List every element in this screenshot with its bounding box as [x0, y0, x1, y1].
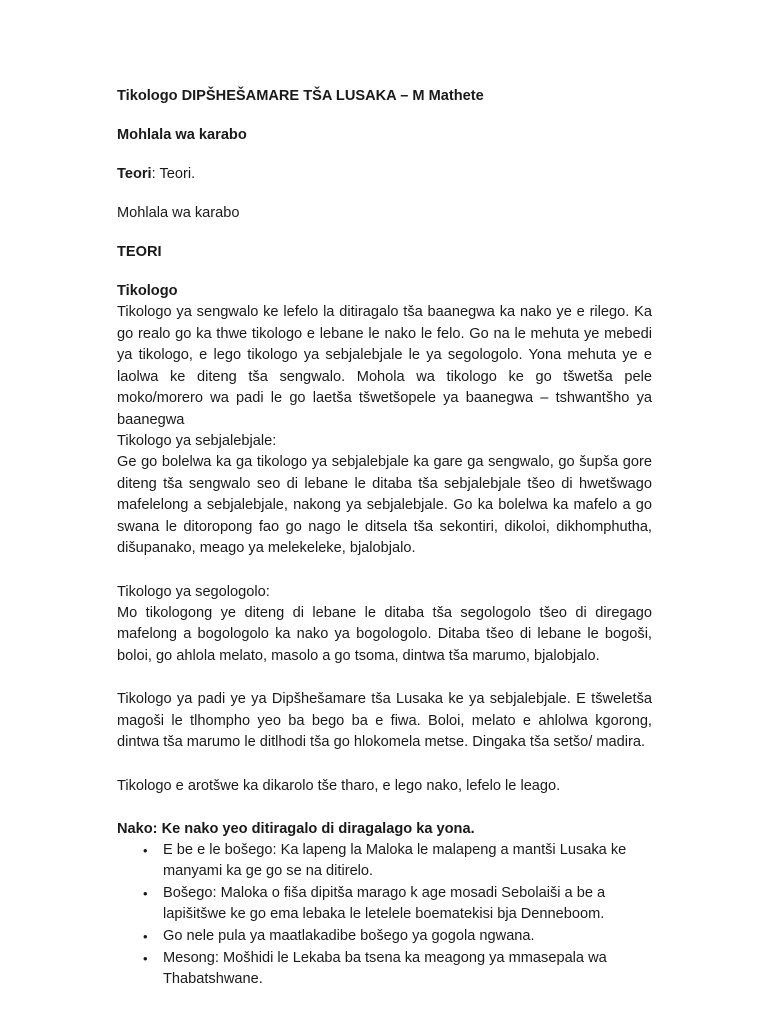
teori-line [117, 164, 652, 185]
nako-bullet-list [117, 840, 652, 990]
nako-heading: Nako: Ke nako yeo ditiragalo di diragalago ka yona. [117, 820, 475, 837]
document-title: Tikologo DIPŠHEŠAMARE TŠA LUSAKA – M Mathete [117, 88, 484, 104]
bullet-icon: • [143, 950, 148, 966]
document-subtitle: Mohlala wa karabo [117, 127, 247, 143]
list-item-text: Bošego: Maloka o fiša dipitša marago k age mosadi Sebolaiši a be a lapišitšwe ke go ema lebaka le letelele boematekisi bja Denneboom. [163, 884, 606, 922]
list-item-text: Mesong: Mošhidi le Lekaba ba tsena ka meagong ya mmasepala wa Thabatshwane. [163, 949, 607, 987]
segologolo-heading: Tikologo ya segologolo: [117, 583, 270, 600]
arotswe-line: Tikologo e arotšwe ka dikarolo tše tharo, e lego nako, lefelo le leago. [117, 777, 561, 794]
tikologo-paragraph: Tikologo ya sengwalo ke lefelo la ditiragalo tša baanegwa ka nako ye e rilego. Ka go realo go ka thwe tikologo e lebane le nako le felo. Go na le mehuta ye mebedi ya tikologo, e lego tikologo ya sebjalebjale le ya segologolo. Yona mehuta ye e laolwa ke diteng tša sengwalo. Mohola wa tikologo ke go tšwetša pele moko/morero wa padi le go laetša tšwetšopele ya baanegwa – tshwantšho ya baanegwa [117, 304, 652, 428]
padi-paragraph: Tikologo ya padi ye ya Dipšhešamare tša Lusaka ke ya sebjalebjale. E tšweletša magoši le tlhompho yeo ba bego ba e fiwa. Boloi, melato e ahlolwa kgorong, dintwa tša marumo le ditlhodi tša go hlokomela metse. Dingaka tša setšo/ madira. [117, 691, 652, 750]
bullet-icon: • [143, 885, 148, 901]
section-heading-teori: TEORI [117, 244, 162, 260]
tikologo-heading: Tikologo [117, 283, 178, 299]
segologolo-paragraph: Mo tikologong ye diteng di lebane le ditaba tša segologolo tšeo di diregago mafelong a bogologolo ka nako ya bogologolo. Ditaba tšeo di lebane le bogoši, boloi, go ahlola melato, masolo a go tsoma, dintwa tša marumo, bjalobjalo. [117, 604, 652, 664]
teori-label: Teori [117, 166, 152, 182]
list-item [117, 926, 652, 947]
document-page [117, 78, 652, 991]
mohlala-line: Mohlala wa karabo [117, 205, 240, 221]
bullet-icon: • [143, 842, 148, 858]
list-item-text: E be e le bošego: Ka lapeng la Maloka le malapeng a mantši Lusaka ke manyami ka ge go se na ditirelo. [163, 841, 627, 879]
sebjalebjale-paragraph: Ge go bolelwa ka ga tikologo ya sebjalebjale ka gare ga sengwalo, go šupša gore diteng tša sengwalo seo di lebane le ditaba tša sebjalebjale tšeo di hwetšwago mafelelong a sebjalebjale, nakong ya sebjalebjale. Go ka bolelwa ka mafelo a go swana le ditoropong fao go nago le ditsela tša sekontiri, dikoloi, dikhomphutha, dišupanako, meago ya melekeleke, bjalobjalo. [117, 454, 652, 556]
list-item-text: Go nele pula ya maatlakadibe bošego ya gogola ngwana. [163, 927, 535, 944]
teori-value: : Teori. [151, 166, 196, 182]
bullet-icon: • [143, 928, 148, 944]
list-item [117, 948, 652, 990]
sebjalebjale-heading: Tikologo ya sebjalebjale: [117, 433, 277, 449]
list-item [117, 840, 652, 882]
list-item [117, 883, 652, 925]
